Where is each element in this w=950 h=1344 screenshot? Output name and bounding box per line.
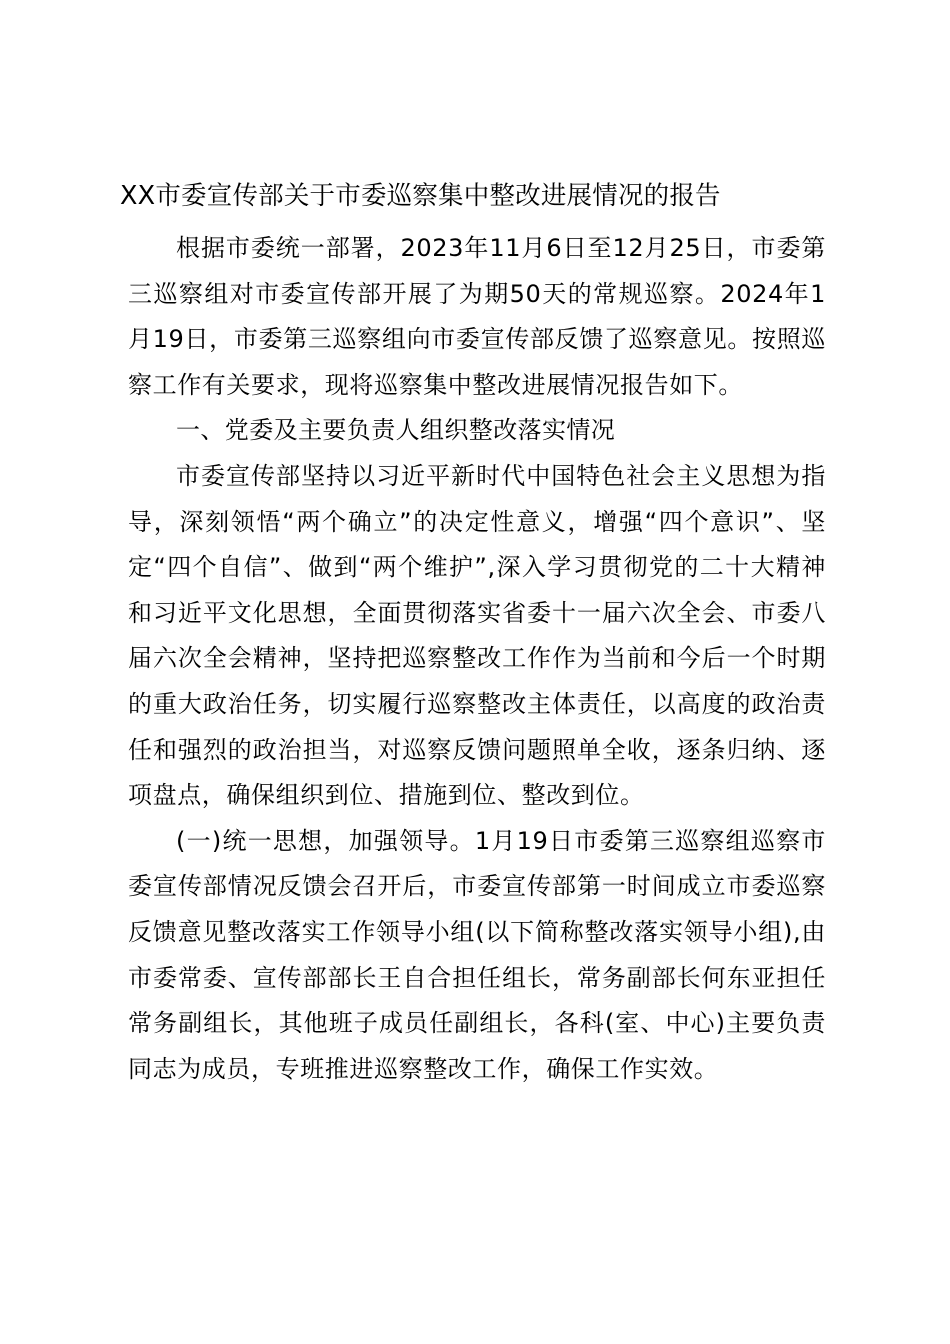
section-heading-1: 一、党委及主要负责人组织整改落实情况 (176, 416, 616, 445)
document-body (128, 226, 826, 1092)
document-title: XX市委宣传部关于市委巡察集中整改进展情况的报告 (120, 181, 721, 211)
paragraph-section-1: 市委宣传部坚持以习近平新时代中国特色社会主义思想为指导，深刻领悟“两个确立”的决定性意义，增强“四个意识”、坚定“四个自信”、做到“两个维护”,深入学习贯彻党的二十大精神和习近平文化思想，全面贯彻落实省委十一届六次全会、市委八届六次全会精神，坚持把巡察整改工作作为当前和今后一个时期的重大政治任务，切实履行巡察整改主体责任，以高度的政治责任和强烈的政治担当，对巡察反馈问题照单全收，逐条归纳、逐项盘点，确保组织到位、措施到位、整改到位。 (128, 461, 826, 810)
paragraph-subsection-1: (一)统一思想，加强领导。1月19日市委第三巡察组巡察市委宣传部情况反馈会召开后，市委宣传部第一时间成立市委巡察反馈意见整改落实工作领导小组(以下简称整改落实领导小组),由市委常委、宣传部部长王自合担任组长，常务副部长何东亚担任常务副组长，其他班子成员任副组长，各科(室、中心)主要负责同志为成员，专班推进巡察整改工作，确保工作实效。 (128, 826, 826, 1083)
paragraph-intro: 根据市委统一部署，2023年11月6日至12月25日，市委第三巡察组对市委宣传部开展了为期50天的常规巡察。2024年1月19日，市委第三巡察组向市委宣传部反馈了巡察意见。按照巡察工作有关要求，现将巡察集中整改进展情况报告如下。 (128, 234, 826, 399)
